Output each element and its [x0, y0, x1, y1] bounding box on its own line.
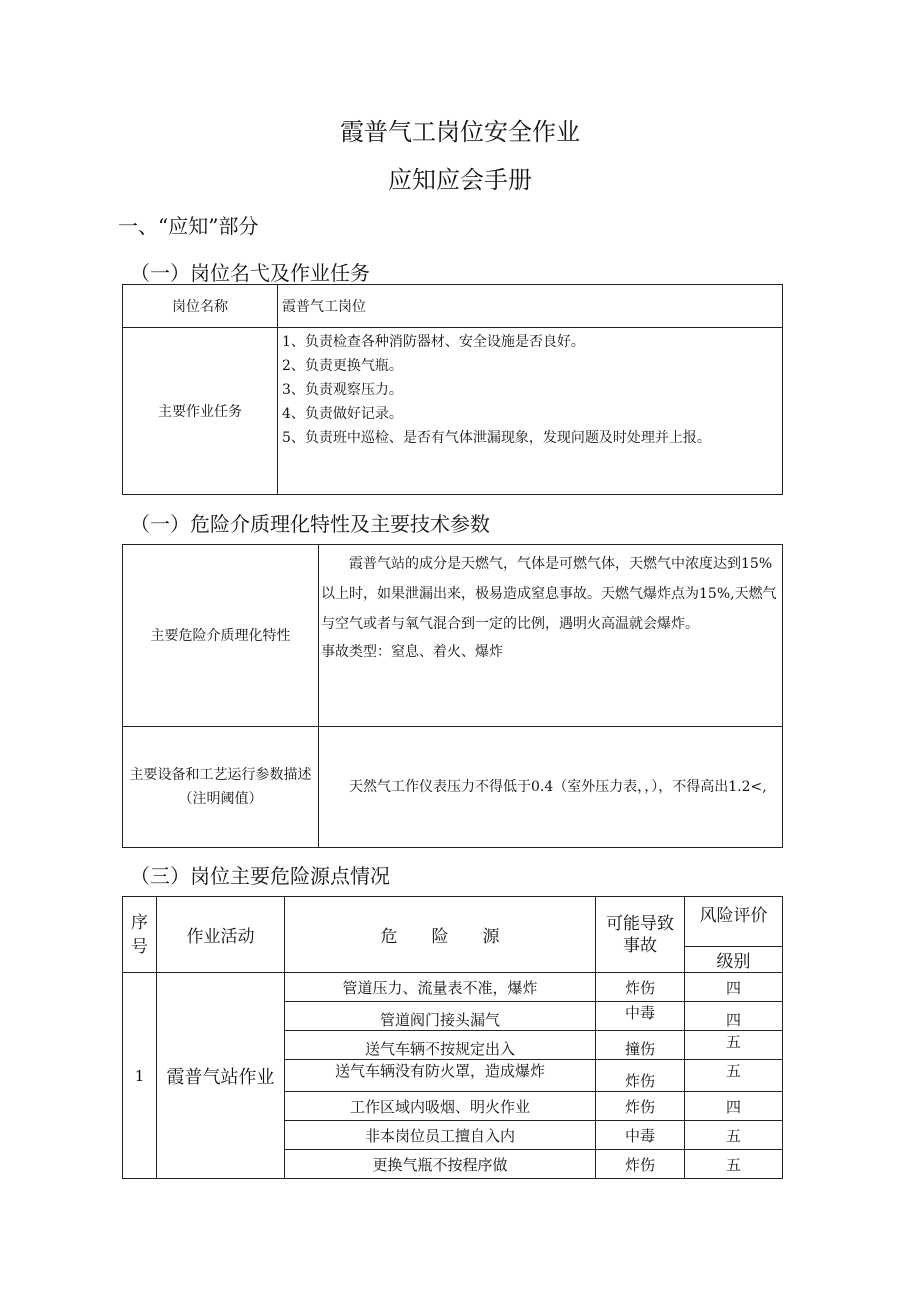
equipment-params-text: 天然气工作仪表压力不得低于0.4（室外压力表，，），不得高出1.2<, — [349, 779, 767, 795]
row-activity: 霞普气站作业 — [157, 973, 285, 1179]
medium-properties-label: 主要危险介质理化特性 — [123, 545, 319, 727]
tasks-list — [278, 328, 783, 495]
hazard-cell: 更换气瓶不按程序做 — [285, 1150, 596, 1179]
accident-cell: 炸伤 — [596, 1150, 685, 1179]
tasks-label: 主要作业任务 — [123, 328, 278, 495]
hazard-cell: 送气车辆不按规定出入 — [285, 1031, 596, 1060]
hazard-cell: 工作区域内吸烟、明火作业 — [285, 1092, 596, 1121]
header-accident: 可能导致事故 — [596, 897, 685, 973]
post-name-value: 霞普气工岗位 — [278, 285, 783, 328]
header-activity: 作业活动 — [157, 897, 285, 973]
accident-cell: 中毒 — [596, 1002, 685, 1031]
hazard-cell: 管道阀门接头漏气 — [285, 1002, 596, 1031]
part1-heading: 一、“应知”部分 — [118, 214, 259, 238]
header-hazard: 危 险 源 — [285, 897, 596, 973]
task-item: 3、负责观察压力。 — [282, 382, 403, 398]
accident-cell: 炸伤 — [596, 973, 685, 1002]
hazard-cell: 非本岗位员工擅自入内 — [285, 1121, 596, 1150]
row-seq: 1 — [123, 973, 157, 1179]
accident-cell: 撞伤 — [596, 1031, 685, 1060]
section3-heading: （三）岗位主要危险源点情况 — [130, 864, 390, 888]
level-cell: 五 — [685, 1060, 783, 1092]
hazard-cell: 送气车辆没有防火罩，造成爆炸 — [285, 1060, 596, 1092]
equipment-params-value — [319, 727, 783, 848]
header-level: 级别 — [685, 947, 783, 973]
task-item: 5、负责班中巡检、是否有气体泄漏现象，发现问题及时处理并上报。 — [282, 430, 711, 446]
accident-types: 事故类型：窒息、着火、爆炸 — [321, 644, 503, 660]
section1-heading: （一）岗位名弋及作业任务 — [130, 261, 370, 285]
section2-heading: （一）危险介质理化特性及主要技术参数 — [130, 512, 490, 536]
equipment-params-label: 主要设备和工艺运行参数描述（注明阈值） — [123, 727, 319, 848]
medium-properties-value — [319, 545, 783, 727]
accident-cell: 炸伤 — [596, 1060, 685, 1092]
task-item: 2、负责更换气瓶。 — [282, 358, 403, 374]
hazard-medium-table — [122, 544, 783, 848]
task-item: 1、负责检查各种消防器材、安全设施是否良好。 — [282, 334, 585, 350]
post-name-label: 岗位名称 — [123, 285, 278, 328]
hazard-cell: 管道压力、流量表不准，爆炸 — [285, 973, 596, 1002]
accident-cell: 中毒 — [596, 1121, 685, 1150]
level-cell: 四 — [685, 973, 783, 1002]
document-title-line1: 霞普气工岗位安全作业 — [340, 118, 580, 146]
header-risk: 风险评价 — [685, 897, 783, 947]
header-seq: 序号 — [123, 897, 157, 973]
post-task-table — [122, 284, 783, 495]
document-title-line2: 应知应会手册 — [388, 166, 532, 194]
level-cell: 五 — [685, 1121, 783, 1150]
level-cell: 四 — [685, 1002, 783, 1031]
task-item: 4、负责做好记录。 — [282, 406, 403, 422]
medium-description: 霞普气站的成分是天燃气，气体是可燃气体，天燃气中浓度达到15%以上时，如果泄漏出来，极易造成窒息事故。天燃气爆炸点为15%,天燃气与空气或者与氧气混合到一定的比例，遇明火高温就会爆炸。 — [321, 556, 777, 632]
level-cell: 五 — [685, 1150, 783, 1179]
level-cell: 四 — [685, 1092, 783, 1121]
level-cell: 五 — [685, 1031, 783, 1060]
hazard-source-table — [122, 896, 783, 1179]
accident-cell: 炸伤 — [596, 1092, 685, 1121]
